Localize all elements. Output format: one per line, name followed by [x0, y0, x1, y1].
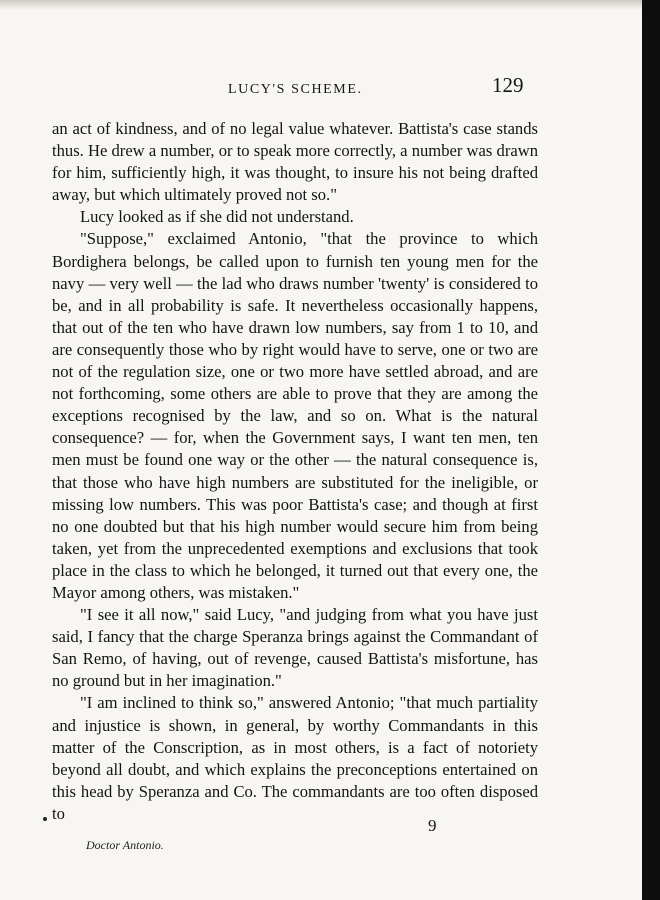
running-head: LUCY'S SCHEME. — [228, 82, 363, 97]
body-text — [52, 118, 538, 838]
paragraph: Lucy looked as if she did not understand. — [80, 207, 354, 227]
footer-title: Doctor Antonio. — [86, 838, 164, 852]
page-number: 129 — [492, 73, 524, 97]
paragraph: an act of kindness, and of no legal value whatever. Battista's case stands thus. He drew a number, or to speak more correctly, a number was drawn for him, sufficiently high, it was thought, to insure his not being drafted away, but which ultimately proved not so." — [52, 119, 538, 205]
signature-mark: 9 — [428, 816, 437, 835]
scan-border — [642, 0, 660, 900]
paragraph: "I see it all now," said Lucy, "and judging from what you have just said, I fancy that the charge Speranza brings against the Commandant of San Remo, of having, out of revenge, caused Battista's misfortune, has no ground but in her imagination." — [52, 605, 538, 691]
paragraph: "Suppose," exclaimed Antonio, "that the province to which Bordighera belongs, be called upon to furnish ten young men for the navy — very well — the lad who draws number 'twenty' is considered to be, and in all probability is safe. It nevertheless occasionally happens, that out of the ten who have drawn low numbers, say from 1 to 10, and are consequently those who by right would have to serve, one or two are not of the regulation size, one or two more have settled abroad, and are not forthcoming, some others are able to prove that they are among the exceptions recognised by the law, and so on. What is the natural consequence? — for, when the Government says, I want ten men, ten men must be found one way or the other — the natural consequence is, that those who have high numbers are substituted for the ineligible, or missing low numbers. This was poor Battista's case; and though at first no one doubted but that his high number would secure him from being taken, yet from the unprecedented exemptions and exclusions that took place in the class to which he belonged, it turned out that every one, the Mayor among others, was mistaken." — [52, 229, 538, 602]
page-header — [0, 73, 660, 108]
page-top-edge — [0, 0, 660, 10]
margin-mark — [43, 817, 47, 821]
paragraph: "I am inclined to think so," answered Antonio; "that much partiality and injustice is shown, in general, by worthy Commandants in this matter of the Conscription, as in most others, is a fact of notoriety beyond all doubt, and which explains the preconceptions entertained on this head by Speranza and Co. The commandants are too often disposed to — [52, 693, 538, 823]
